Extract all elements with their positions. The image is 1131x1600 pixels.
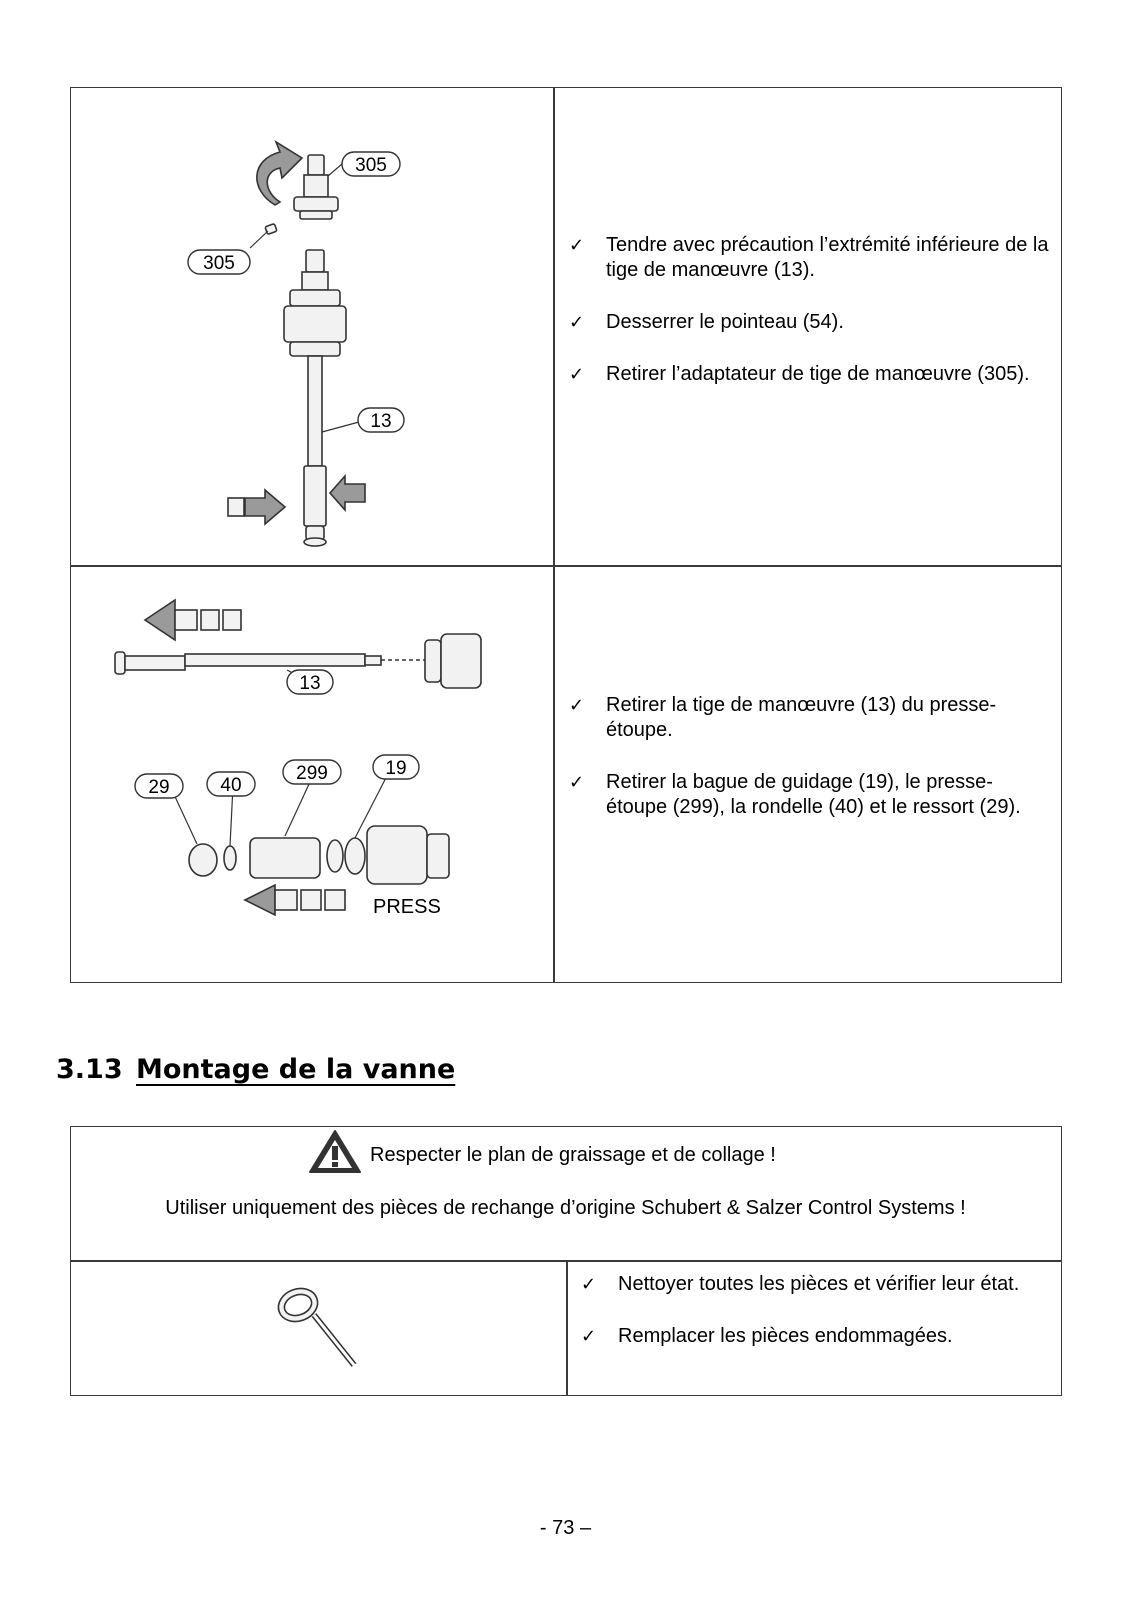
- checkmark-icon: ✓: [569, 772, 585, 793]
- info-text: Utiliser uniquement des pièces de rechange d’origine Schubert & Salzer Control Systems !: [165, 1197, 966, 1219]
- table2-steps: [581, 1272, 1051, 1376]
- step-item: ✓ Retirer la bague de guidage (19), le presse-étoupe (299), la rondelle (40) et le ressort (29).: [569, 771, 1021, 818]
- table-row-divider: [70, 565, 1062, 567]
- checkmark-icon: ✓: [569, 312, 585, 333]
- callout-305-left: 305: [203, 253, 235, 274]
- checkmark-icon: ✓: [569, 235, 585, 256]
- table-column-divider: [553, 87, 555, 983]
- callout-40: 40: [220, 775, 242, 796]
- section-number: 3.13: [56, 1054, 123, 1085]
- table-column-divider: [566, 1260, 568, 1396]
- checkmark-icon: ✓: [569, 364, 585, 385]
- step-item: ✓ Retirer la tige de manœuvre (13) du presse-étoupe.: [569, 694, 997, 741]
- section-heading: [56, 1054, 455, 1085]
- section-title: Montage de la vanne: [136, 1054, 456, 1085]
- step-item: ✓ Nettoyer toutes les pièces et vérifier leur état.: [581, 1273, 1020, 1295]
- callout-13: 13: [299, 673, 321, 694]
- page-number: - 73 –: [539, 1517, 592, 1539]
- checkmark-icon: ✓: [581, 1326, 597, 1347]
- callout-305-top: 305: [355, 155, 387, 176]
- magnifier-icon: [272, 1285, 372, 1375]
- warning-text: Respecter le plan de graissage et de collage !: [370, 1144, 776, 1166]
- step-item: ✓ Remplacer les pièces endommagées.: [581, 1325, 953, 1347]
- checkmark-icon: ✓: [569, 695, 585, 716]
- step-item: ✓ Tendre avec précaution l’extrémité inférieure de la tige de manœuvre (13).: [569, 234, 1049, 281]
- callout-29: 29: [148, 777, 170, 798]
- gland-disassembly-illustration: [105, 590, 505, 950]
- press-label: PRESS: [373, 896, 441, 918]
- warning-triangle-icon: [308, 1128, 362, 1174]
- callout-299: 299: [296, 763, 328, 784]
- row1-steps: [569, 233, 1049, 414]
- row2-steps: [569, 693, 1049, 847]
- callout-13: 13: [370, 411, 392, 432]
- callout-19: 19: [385, 758, 407, 779]
- step-item: ✓ Desserrer le pointeau (54).: [569, 311, 844, 333]
- stem-adapter-illustration: [180, 140, 440, 560]
- step-item: ✓ Retirer l’adaptateur de tige de manœuvre (305).: [569, 363, 1030, 385]
- checkmark-icon: ✓: [581, 1274, 597, 1295]
